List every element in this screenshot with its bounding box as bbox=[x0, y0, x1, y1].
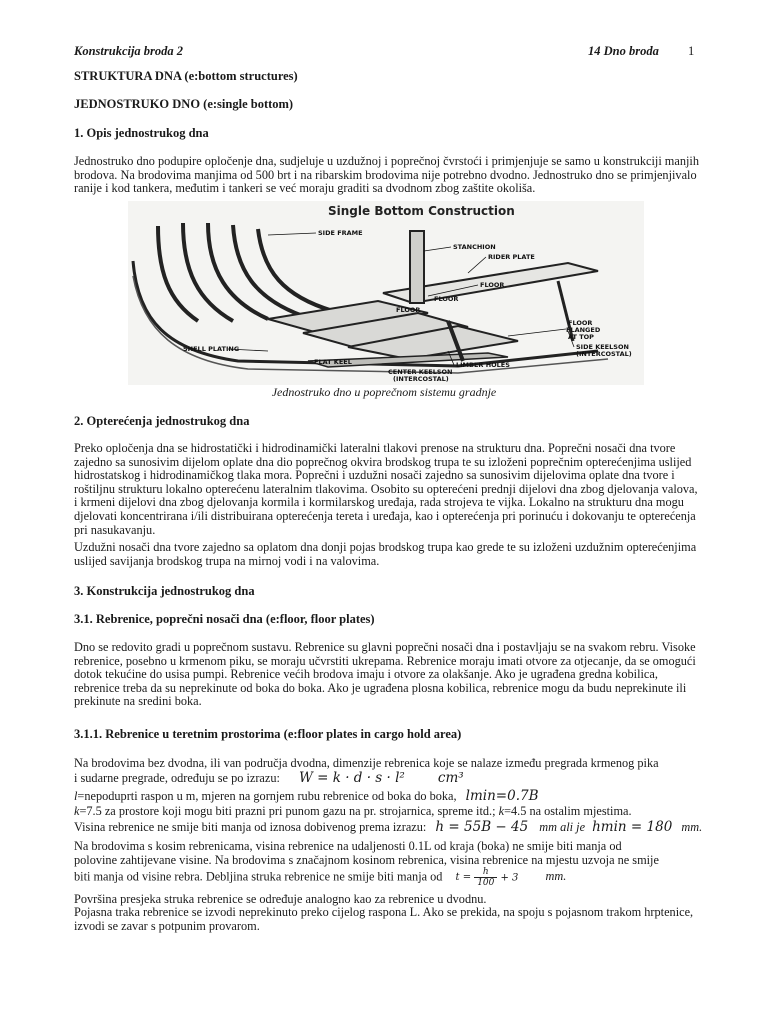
label-floor-2: FLOOR bbox=[434, 295, 459, 303]
section-2-text-2: Uzdužni nosači dna tvore zajedno sa oplatom dna donji pojas brodskog trupa kao grede te su izloženi uzdužnim opterećenjima uslijed savijanja brodskog trupa na mirnoj vodi i na valovima. bbox=[74, 540, 697, 568]
label-side-frame: SIDE FRAME bbox=[318, 229, 363, 237]
label-side-keelson-1: SIDE KEELSON bbox=[576, 343, 629, 351]
para-2-line-2: polovine zahtijevane visine. Na brodovima s značajnom kosinom rebrenica, visina rebrenice na mjestu uzvoja ne smije bbox=[74, 853, 659, 867]
para-1-line-2 bbox=[74, 771, 464, 785]
label-side-keelson-2: (INTERCOSTAL) bbox=[576, 350, 632, 358]
para-4: Pojasna traka rebrenice se izvodi neprekinuto preko cijelog raspona L. Ako se prekida, na spoju s pojasnom trakom hrptenice, izvodi se zavar s potpunim provarom. bbox=[74, 905, 694, 933]
section-3-1-heading: 3.1. Rebrenice, poprečni nosači dna (e:floor, floor plates) bbox=[74, 612, 375, 626]
para-3: Površina presjeka struka rebrenice se određuje analogno kao za rebrenice u dvodnu. bbox=[74, 892, 487, 906]
t-formula-rhs: + 3 bbox=[500, 872, 519, 884]
para-1-line-1: Na brodovima bez dvodna, ili van područja dvodna, dimenzije rebrenica koje se nalaze između pregrada krmenog pika bbox=[74, 756, 659, 770]
label-floor-flanged-1: FLOOR bbox=[568, 319, 593, 327]
label-shell-plating: SHELL PLATING bbox=[183, 345, 240, 353]
section-1-text: Jednostruko dno podupire opločenje dna, sudjeluje u uzdužnoj i poprečnoj čvrstoći i primjenjuje se samo u konstrukciji manjih brodova. Na brodovima manjima od 500 brt i na ribarskim brodovima nije potrebno dvodno. Jednostruko dno se primjenjivalo ranije i kod tankera, međutim i tankeri se već moraju graditi sa dvodnom zbog zaštite okoliša. bbox=[74, 154, 699, 196]
page-number: 1 bbox=[688, 44, 695, 58]
label-rider-plate: RIDER PLATE bbox=[488, 253, 535, 261]
height-unit: mm ali je bbox=[539, 820, 586, 834]
t-fraction-numerator: h bbox=[474, 867, 497, 878]
l-definition: =nepoduprti raspon u m, mjeren na gornjem rubu rebrenice od boka do boka, bbox=[77, 789, 457, 803]
hmin-unit: mm. bbox=[681, 820, 703, 834]
figure-title: Single Bottom Construction bbox=[328, 204, 515, 218]
subtitle: JEDNOSTRUKO DNO (e:single bottom) bbox=[74, 97, 294, 111]
lmin-formula: lmin=0.7B bbox=[465, 788, 539, 804]
label-flat-keel: FLAT KEEL bbox=[314, 358, 352, 366]
t-unit: mm. bbox=[545, 869, 567, 884]
label-floor-flanged-2: FLANGED bbox=[566, 326, 601, 334]
k-definition-a: =7.5 za prostore koji mogu biti prazni pri punom gazu na pr. strojarnica, spreme itd.; bbox=[79, 804, 496, 818]
label-floor-3: FLOOR bbox=[396, 306, 421, 314]
header-title: Konstrukcija broda 2 bbox=[74, 44, 184, 58]
section-3-heading: 3. Konstrukcija jednostrukog dna bbox=[74, 584, 255, 598]
header-chapter: 14 Dno broda bbox=[588, 44, 659, 58]
height-line bbox=[74, 820, 702, 834]
t-fraction-denominator: 100 bbox=[477, 878, 495, 888]
section-2-heading: 2. Opterećenja jednostrukog dna bbox=[74, 414, 250, 428]
main-title: STRUKTURA DNA (e:bottom structures) bbox=[74, 69, 298, 83]
formula-hmin: hmin = 180 bbox=[592, 819, 673, 835]
t-formula-lhs: t = bbox=[455, 872, 472, 884]
label-center-keelson-2: (INTERCOSTAL) bbox=[393, 375, 449, 383]
para-1-line-2-text: i sudarne pregrade, određuju se po izrazu: bbox=[74, 771, 280, 785]
label-floor-1: FLOOR bbox=[480, 281, 505, 289]
l-symbol: l bbox=[74, 789, 78, 803]
single-bottom-figure bbox=[128, 201, 644, 385]
formula-height: h = 55B − 45 bbox=[435, 819, 529, 835]
label-stanchion: STANCHION bbox=[453, 243, 496, 251]
para-2-line-3 bbox=[74, 867, 566, 888]
k-symbol-2: k bbox=[498, 804, 505, 818]
k-definition-b: =4.5 na ostalim mjestima. bbox=[504, 804, 632, 818]
section-2-text-1: Preko opločenja dna se hidrostatički i hidrodinamički lateralni tlakovi prenose na strukturu dna. Poprečni nosači dna tvore zajedno sa sunosivim dijelom oplate dna dio poprečnog okvira brodskog trupa te su izloženi poprečnim opterećenjima uslijed hidrostatskog i hidrodinamičkog tlaka mora. Poprečni i uzdužni nosači zajedno sa sunosivim dijelovima oplate dna tvore i roštiljnu strukturu lokalno opterećenu lateralnim tlakovima. Osobito su opterećeni prednji dijelovi dna zbog djelovanja valova, i krmeni dijelovi dna zbog djelovanja kormila i kormilarskog uređaja, rada strojeva te vijka. Lokalno na strukturu dna mogu djelovati koncentrirana i/ili distribuirana opterećenja tereta i uređaja, kao i opterećenja pri porinuću i dokovanju te opterećenja pri nasukavanju. bbox=[74, 441, 698, 537]
height-text: Visina rebrenice ne smije biti manja od iznosa dobivenog prema izrazu: bbox=[74, 820, 427, 834]
para-2-line-1: Na brodovima s kosim rebrenicama, visina rebrenice na udaljenosti 0.1L od kraja (boka) ne smije biti manja od bbox=[74, 839, 622, 853]
section-3-1-1-heading: 3.1.1. Rebrenice u teretnim prostorima (e:floor plates in cargo hold area) bbox=[74, 727, 462, 741]
formula-section-modulus: W = k · d · s · l² bbox=[298, 770, 405, 786]
formula-unit-cm3: cm³ bbox=[437, 770, 464, 786]
k-symbol: k bbox=[74, 804, 80, 818]
l-definition-line bbox=[74, 789, 539, 803]
figure-caption: Jednostruko dno u poprečnom sistemu gradnje bbox=[271, 385, 497, 399]
label-limber-holes: LIMBER HOLES bbox=[456, 361, 510, 369]
label-floor-flanged-3: AT TOP bbox=[568, 333, 594, 341]
section-3-1-text: Dno se redovito gradi u poprečnom sustavu. Rebrenice su glavni poprečni nosači dna i postavljaju se na svakom rebru. Visoke rebrenice, posebno u krmenom piku, se moraju učvrstiti ukrepama. Rebrenice moraju imati otvore za otjecanje, da se omogući dotok tekućine do usisa pumpi. Rebrenice većih brodova imaju i otvore za olakšanje. Ako je ugrađena gredna kobilica, rebrenice treba da su neprekinute od boka do boka. Ako je ugrađena plosna kobilica, rebrenice mogu da budu neprekinute ili prekinute na sredini boka. bbox=[74, 640, 696, 709]
t-fraction bbox=[474, 867, 497, 888]
para-2-line-3-text: biti manja od visine rebra. Debljina struka rebrenice ne smije biti manja od bbox=[74, 869, 443, 884]
section-1-heading: 1. Opis jednostrukog dna bbox=[74, 126, 209, 140]
k-definition-line bbox=[74, 804, 632, 818]
label-center-keelson-1: CENTER KEELSON bbox=[388, 368, 453, 376]
